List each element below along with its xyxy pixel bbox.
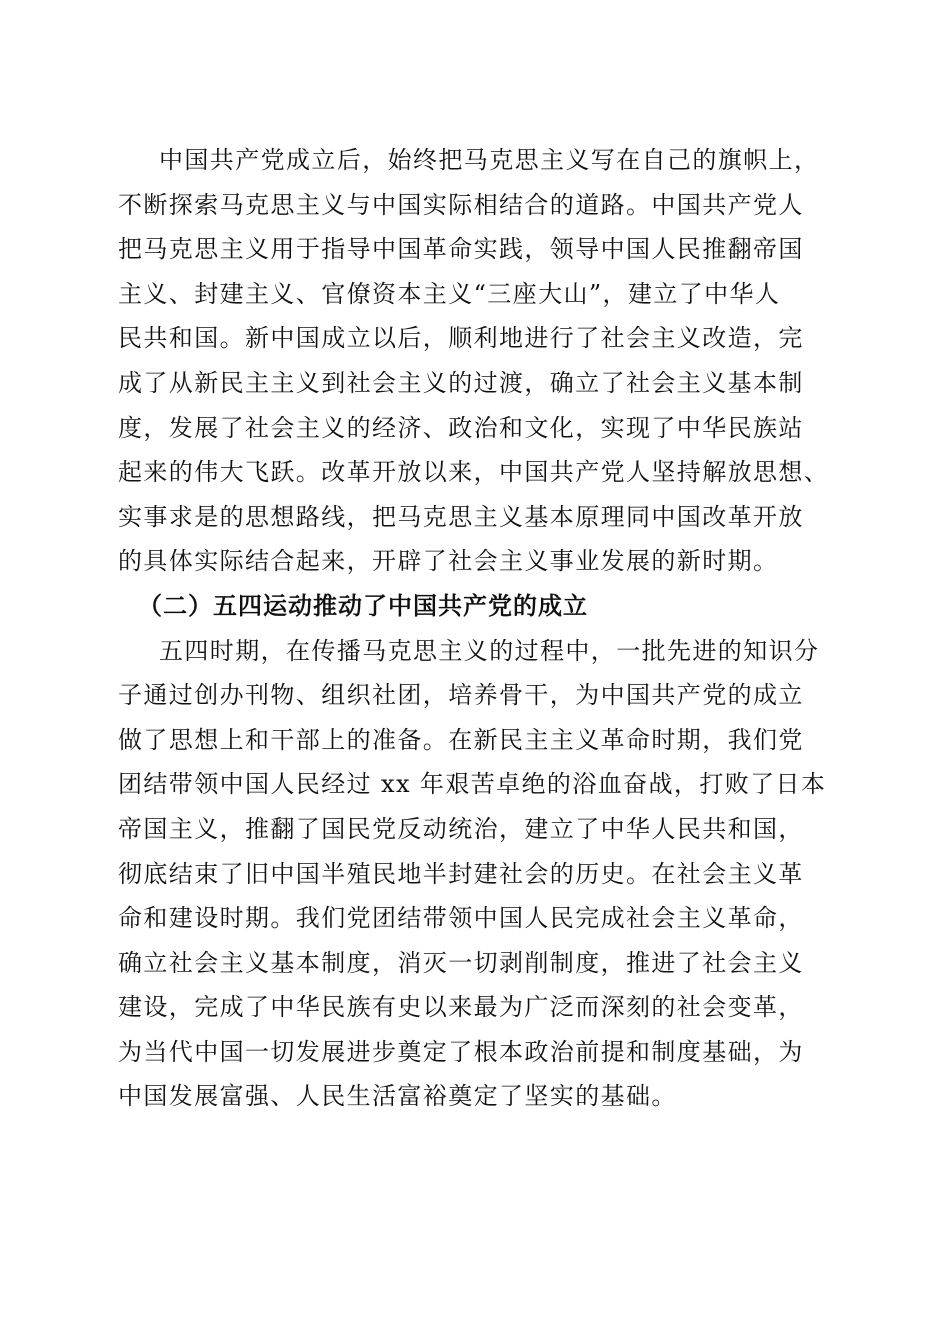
paragraph-line: 五四时期，在传播马克思主义的过程中，一批先进的知识分 bbox=[159, 636, 820, 665]
paragraph-line: 度，发展了社会主义的经济、政治和文化，实现了中华民族站 bbox=[118, 413, 804, 442]
paragraph-line: 起来的伟大飞跃。改革开放以来，中国共产党人坚持解放思想、 bbox=[118, 458, 830, 487]
paragraph-line: 建设，完成了中华民族有史以来最为广泛而深刻的社会变革， bbox=[118, 993, 804, 1022]
paragraph-line: 中国共产党成立后，始终把马克思主义写在自己的旗帜上， bbox=[159, 146, 820, 174]
paragraph-line: 为当代中国一切发展进步奠定了根本政治前提和制度基础，为 bbox=[118, 1037, 804, 1066]
paragraph-line: 把马克思主义用于指导中国革命实践，领导中国人民推翻帝国 bbox=[118, 235, 804, 264]
paragraph-line: 不断探索马克思主义与中国实际相结合的道路。中国共产党人 bbox=[118, 190, 804, 219]
paragraph-1 bbox=[118, 138, 838, 584]
paragraph-2 bbox=[118, 629, 838, 1120]
paragraph-line: 子通过创办刊物、组织社团，培养骨干，为中国共产党的成立 bbox=[118, 681, 804, 710]
paragraph-line: 成了从新民主主义到社会主义的过渡，确立了社会主义基本制 bbox=[118, 368, 804, 397]
paragraph-line: 做了思想上和干部上的准备。在新民主主义革命时期，我们党 bbox=[118, 725, 804, 754]
paragraph-line: 中国发展富强、人民生活富裕奠定了坚实的基础。 bbox=[118, 1082, 677, 1111]
paragraph-line: 确立社会主义基本制度，消灭一切剥削制度，推进了社会主义 bbox=[118, 948, 804, 977]
paragraph-line: 的具体实际结合起来，开辟了社会主义事业发展的新时期。 bbox=[118, 547, 779, 576]
paragraph-line: 团结带领中国人民经过 xx 年艰苦卓绝的浴血奋战，打败了日本 bbox=[118, 770, 827, 799]
paragraph-line: 主义、封建主义、官僚资本主义“三座大山”，建立了中华人 bbox=[118, 279, 781, 308]
paragraph-line: 实事求是的思想路线，把马克思主义基本原理同中国改革开放 bbox=[118, 502, 804, 531]
paragraph-line: 民共和国。新中国成立以后，顺利地进行了社会主义改造，完 bbox=[118, 324, 804, 353]
section-heading: （二）五四运动推动了中国共产党的成立 bbox=[138, 590, 588, 620]
paragraph-line: 命和建设时期。我们党团结带领中国人民完成社会主义革命， bbox=[118, 904, 804, 933]
document-body bbox=[118, 138, 838, 1119]
paragraph-line: 帝国主义，推翻了国民党反动统治，建立了中华人民共和国， bbox=[118, 814, 804, 843]
paragraph-line: 彻底结束了旧中国半殖民地半封建社会的历史。在社会主义革 bbox=[118, 859, 804, 888]
